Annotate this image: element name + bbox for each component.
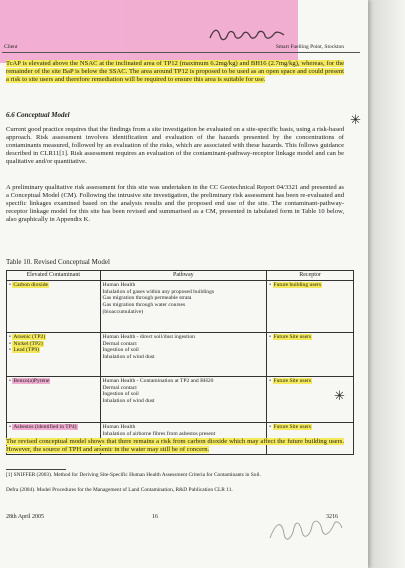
conceptual-model-table xyxy=(6,270,354,455)
source-item: Lead (TP9) xyxy=(13,347,39,354)
pathway-item: Inhalation of gases within any proposed buildings xyxy=(102,288,215,295)
receptor-cell: • Future Site users xyxy=(267,376,354,422)
receptor-cell: • Future building users xyxy=(267,280,354,332)
source-item: Nickel (TP2) xyxy=(13,340,43,347)
handwritten-signature-icon xyxy=(266,508,346,548)
header-right: Smart Fuelling Point, Stockton xyxy=(275,44,344,50)
pathway-cell xyxy=(100,280,267,332)
source-cell: • Benzo(a)Pyrene xyxy=(7,376,101,422)
receptor-cell: • Future Site users xyxy=(267,422,354,454)
highlighted-text: The revised conceptual model shows that there remains a risk from carbon dioxide which may affect the future building users. However, the source of TPH and arsenic in the water may still be of concern. xyxy=(6,438,344,454)
source-item: Arsenic (TP2) xyxy=(13,333,46,340)
footnote: [1] SNIFFER (2003). Method for Deriving Site-Specific Human Health Assessment Criteria for Contaminants in Soil. xyxy=(6,472,261,478)
table-header: Elevated Contaminant xyxy=(7,271,101,281)
header-left: Client xyxy=(4,44,18,50)
footnote-rule xyxy=(6,469,66,470)
pathway-item: Dermal contact xyxy=(102,384,137,391)
table-header: Pathway xyxy=(100,271,267,281)
table-caption: Table 10. Revised Conceptual Model xyxy=(6,258,110,266)
pathway-item: Human Health - Contamination at TP2 and BH20 xyxy=(102,377,214,384)
source-cell: • Carbon dioxide xyxy=(7,280,101,332)
source-cell: • Arsenic (TP2) • Nickel (TP2) • Lead (TP9) xyxy=(7,332,101,376)
receptor-item: Future Site users xyxy=(273,333,312,340)
source-item: Benzo(a)Pyrene xyxy=(13,377,50,384)
intro-paragraph xyxy=(6,60,344,84)
pathway-item: Dermal contact xyxy=(102,340,137,347)
table-row xyxy=(7,376,354,422)
pathway-item: Inhalation of wind dust xyxy=(102,354,155,361)
receptor-item: Future Site users xyxy=(273,377,312,384)
table-header-row xyxy=(7,271,354,281)
table-row xyxy=(7,332,354,376)
pathway-item: Inhalation of wind dust xyxy=(102,398,155,405)
section-heading: 6.6 Conceptual Model xyxy=(6,111,70,119)
pathway-item: Gas migration through water courses xyxy=(102,302,186,309)
pathway-item: Inhalation of airborne fibres from asbestos present xyxy=(102,430,216,437)
highlighted-text: TcAP is elevated above the NSAC at the inclinated area of TP12 (maximum 6.2mg/kg) and BH16 (2.7mg/kg), whereas, for the remainder of the site BaP is below the SSAC. The area around TP12 is proposed to be used as an open space and could present a risk to site users and therefore remediation will be required to ensure this area is suitable for use. xyxy=(6,60,344,84)
pathway-item: Human Health xyxy=(102,423,136,430)
paragraph-1: Current good practice requires that the findings from a site investigation be evaluated on a site-specific basis, using a risk-based approach. Risk assessment involves identification and evaluation of the hazards presented by the concentrations of contaminants measured, followed by an evaluation of the risks, which are associated with these hazards. This follows guidance described in CLR11[1]. Risk assessment requires an evaluation of the contaminant-pathway-receptor linkage model and can be qualitative and/or quantitative. xyxy=(6,126,344,166)
table-row xyxy=(7,280,354,332)
footer-date: 28th April 2005 xyxy=(6,514,45,520)
receptor-item: Future Site users xyxy=(273,423,312,430)
pathway-item: Human Health xyxy=(102,281,136,288)
paragraph-2: A preliminary qualitative risk assessment for this site was undertaken in the CC Geotechnical Report 04/3321 and presented as a Conceptual Model (CM). Following the intrusive site investigation, the preliminary risk assessment has been re-evaluated and specific linkages examined based on the analysis results and the proposed end use of the site. The contaminant-pathway-receptor linkage model for this site has been revised and summarised as a CM, presented in tabulated form in Table 10 below, also graphically in Appendix K. xyxy=(6,184,344,224)
pathway-item: Human Health - direct soil/dust ingestion xyxy=(102,333,195,340)
binder-background xyxy=(368,0,405,568)
pathway-item: (bioaccumulative) xyxy=(102,308,144,315)
table-header: Receptor xyxy=(267,271,354,281)
asterisk-mark-icon: ✳ xyxy=(350,112,361,127)
asterisk-mark-icon: ✳ xyxy=(334,388,345,403)
header-rule xyxy=(2,52,360,53)
source-item: Carbon dioxide xyxy=(13,281,49,288)
pathway-item: Ingestion of soil xyxy=(102,391,139,398)
pathway-cell xyxy=(100,332,267,376)
page-header xyxy=(0,44,368,56)
footnote: Defra (2004). Model Procedures for the Management of Land Contamination, R&D Publication CLR 11. xyxy=(6,487,233,493)
closing-paragraph xyxy=(6,438,344,454)
source-cell: • Asbestos (identified in TP4) xyxy=(7,422,101,454)
pathway-item: Ingestion of soil xyxy=(102,347,139,354)
footer-ref: 3216 xyxy=(326,514,338,520)
handwritten-note-icon xyxy=(208,26,288,44)
pathway-cell xyxy=(100,376,267,422)
source-item: Asbestos (identified in TP4) xyxy=(13,423,77,430)
page-number: 16 xyxy=(152,514,158,520)
pathway-item: Gas migration through permeable strata xyxy=(102,295,192,302)
receptor-item: Future building users xyxy=(273,281,322,288)
receptor-cell: • Future Site users xyxy=(267,332,354,376)
